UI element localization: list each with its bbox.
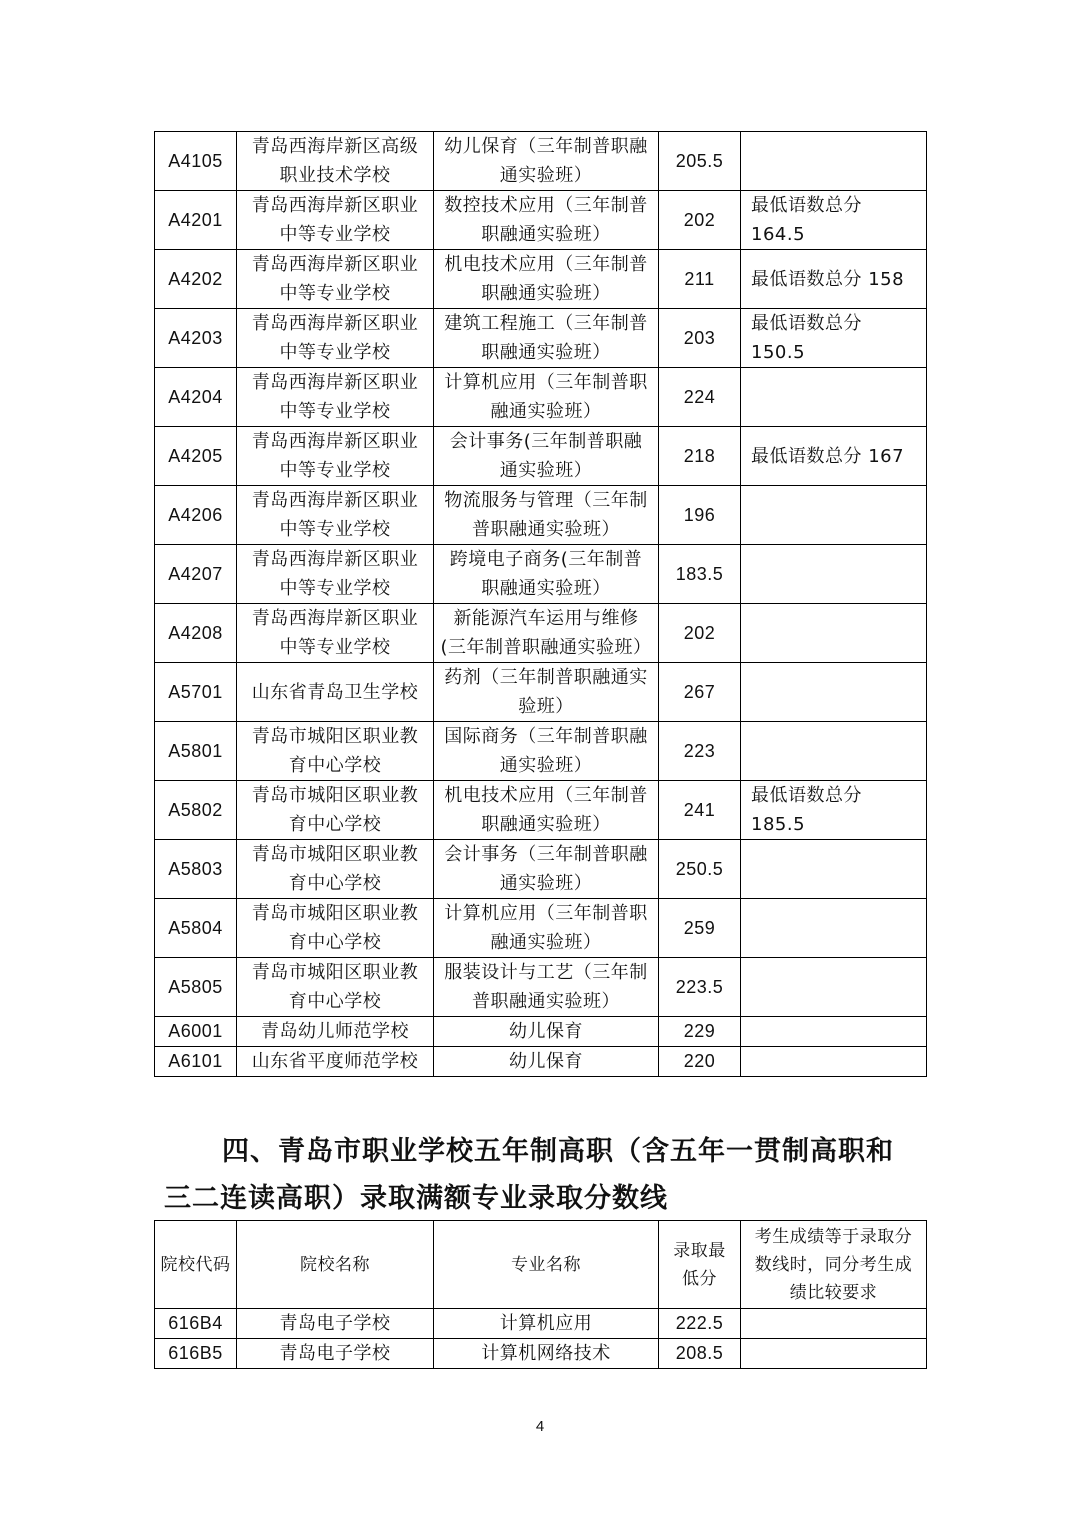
table-row xyxy=(155,663,927,722)
major-name-line: 幼儿保育 xyxy=(509,1051,583,1072)
min-score: 223 xyxy=(659,722,741,781)
min-chinese-math-note xyxy=(741,722,927,781)
school-code: A6001 xyxy=(155,1017,237,1047)
school-name-line: 青岛西海岸新区职业 xyxy=(251,313,419,334)
major-name xyxy=(434,545,659,604)
school-name-line: 青岛市城阳区职业教 xyxy=(251,785,419,806)
school-name-line: 青岛西海岸新区职业 xyxy=(251,372,419,393)
major-name-line: 普职融通实验班） xyxy=(472,519,620,540)
min-score: 250.5 xyxy=(659,840,741,899)
min-score: 205.5 xyxy=(659,132,741,191)
school-name-line: 青岛西海岸新区职业 xyxy=(251,431,419,452)
major-name-line: 通实验班） xyxy=(499,755,593,776)
table-row xyxy=(155,191,927,250)
min-score: 241 xyxy=(659,781,741,840)
min-score: 223.5 xyxy=(659,958,741,1017)
min-score: 202 xyxy=(659,191,741,250)
header-tie-break-line-2: 数线时，同分考生成 xyxy=(754,1254,913,1275)
major-name xyxy=(434,1017,659,1047)
school-name-line: 育中心学校 xyxy=(288,755,382,776)
school-code: A4208 xyxy=(155,604,237,663)
school-code: A5803 xyxy=(155,840,237,899)
school-name xyxy=(237,840,434,899)
school-name-line: 青岛西海岸新区职业 xyxy=(251,549,419,570)
school-name xyxy=(237,250,434,309)
school-code: A4203 xyxy=(155,309,237,368)
school-name-line: 育中心学校 xyxy=(288,991,382,1012)
min-score: 196 xyxy=(659,486,741,545)
major-name-line: 职融通实验班） xyxy=(481,814,611,835)
major-name: 计算机应用 xyxy=(434,1309,659,1339)
school-name xyxy=(237,958,434,1017)
school-name-line: 中等专业学校 xyxy=(279,342,391,363)
major-name: 计算机网络技术 xyxy=(434,1339,659,1369)
table-row xyxy=(155,427,927,486)
major-name xyxy=(434,486,659,545)
major-name xyxy=(434,1047,659,1077)
school-code: A5801 xyxy=(155,722,237,781)
school-name-line: 青岛市城阳区职业教 xyxy=(251,844,419,865)
major-name xyxy=(434,663,659,722)
min-chinese-math-note xyxy=(741,663,927,722)
header-tie-break-line-1: 考生成绩等于录取分 xyxy=(754,1226,913,1247)
table-row xyxy=(155,604,927,663)
table-row xyxy=(155,132,927,191)
table-row xyxy=(155,309,927,368)
min-chinese-math-note xyxy=(741,958,927,1017)
school-code: A4201 xyxy=(155,191,237,250)
min-chinese-math-note xyxy=(741,1017,927,1047)
school-name-line: 中等专业学校 xyxy=(279,460,391,481)
major-name-line: 验班） xyxy=(518,696,574,717)
school-name-line: 山东省青岛卫生学校 xyxy=(251,681,419,703)
major-name xyxy=(434,368,659,427)
table2-header-row xyxy=(155,1221,927,1309)
school-name-line: 中等专业学校 xyxy=(279,637,391,658)
school-name-line: 中等专业学校 xyxy=(279,401,391,422)
major-name-line: 国际商务（三年制普职融 xyxy=(444,726,648,747)
min-chinese-math-note: 最低语数总分 167 xyxy=(741,427,927,486)
header-school-code: 院校代码 xyxy=(155,1221,237,1309)
school-code: A6101 xyxy=(155,1047,237,1077)
table-row xyxy=(155,368,927,427)
school-name xyxy=(237,486,434,545)
major-name-line: 幼儿保育（三年制普职融 xyxy=(444,136,648,157)
school-name xyxy=(237,604,434,663)
major-name-line: 通实验班） xyxy=(499,460,593,481)
min-chinese-math-note xyxy=(741,604,927,663)
min-chinese-math-note: 最低语数总分 164.5 xyxy=(741,191,927,250)
major-name xyxy=(434,781,659,840)
min-score: 229 xyxy=(659,1017,741,1047)
school-code: 616B5 xyxy=(155,1339,237,1369)
major-name xyxy=(434,899,659,958)
school-name-line: 中等专业学校 xyxy=(279,224,391,245)
school-name xyxy=(237,368,434,427)
school-name-line: 青岛市城阳区职业教 xyxy=(251,903,419,924)
major-name-line: 职融通实验班） xyxy=(481,578,611,599)
min-chinese-math-note xyxy=(741,840,927,899)
header-school-name: 院校名称 xyxy=(237,1221,434,1309)
school-name-line: 青岛西海岸新区职业 xyxy=(251,195,419,216)
min-score: 222.5 xyxy=(659,1309,741,1339)
table-row xyxy=(155,840,927,899)
min-score: 259 xyxy=(659,899,741,958)
min-score: 224 xyxy=(659,368,741,427)
school-name xyxy=(237,309,434,368)
school-name-line: 青岛西海岸新区职业 xyxy=(251,608,419,629)
school-name-line: 中等专业学校 xyxy=(279,578,391,599)
min-score: 220 xyxy=(659,1047,741,1077)
major-name-line: 跨境电子商务(三年制普 xyxy=(449,549,643,570)
school-name-line: 中等专业学校 xyxy=(279,283,391,304)
school-name-line: 中等专业学校 xyxy=(279,519,391,540)
table-row xyxy=(155,1309,927,1339)
major-name-line: 职融通实验班） xyxy=(481,342,611,363)
page-number: 4 xyxy=(535,1418,545,1435)
min-chinese-math-note: 最低语数总分 150.5 xyxy=(741,309,927,368)
min-score: 203 xyxy=(659,309,741,368)
major-name-line: 建筑工程施工（三年制普 xyxy=(444,313,648,334)
school-name xyxy=(237,781,434,840)
major-name-line: 药剂（三年制普职融通实 xyxy=(444,667,648,688)
min-chinese-math-note xyxy=(741,899,927,958)
school-name xyxy=(237,191,434,250)
school-name xyxy=(237,663,434,722)
school-name xyxy=(237,1017,434,1047)
school-code: A4207 xyxy=(155,545,237,604)
major-name-line: 机电技术应用（三年制普 xyxy=(444,785,648,806)
major-name xyxy=(434,722,659,781)
school-name xyxy=(237,545,434,604)
school-name-line: 山东省平度师范学校 xyxy=(251,1051,419,1072)
major-name xyxy=(434,958,659,1017)
school-name-line: 育中心学校 xyxy=(288,814,382,835)
major-name xyxy=(434,840,659,899)
major-name-line: 新能源汽车运用与维修 xyxy=(453,608,639,629)
school-name-line: 青岛西海岸新区职业 xyxy=(251,254,419,275)
major-name-line: 职融通实验班） xyxy=(481,283,611,304)
min-score: 218 xyxy=(659,427,741,486)
header-min-score-line-2: 低分 xyxy=(682,1268,717,1289)
major-name-line: 机电技术应用（三年制普 xyxy=(444,254,648,275)
tie-break-note xyxy=(741,1339,927,1369)
major-name-line: 数控技术应用（三年制普 xyxy=(444,195,648,216)
major-name xyxy=(434,132,659,191)
header-tie-break-rule xyxy=(741,1221,927,1309)
school-name xyxy=(237,722,434,781)
school-code: 616B4 xyxy=(155,1309,237,1339)
school-code: A5802 xyxy=(155,781,237,840)
school-name xyxy=(237,132,434,191)
school-code: A4206 xyxy=(155,486,237,545)
section-heading-line-1: 四、青岛市职业学校五年制高职（含五年一贯制高职和 xyxy=(222,1136,894,1167)
major-name xyxy=(434,191,659,250)
major-name-line: 幼儿保育 xyxy=(509,1021,583,1042)
school-code: A5805 xyxy=(155,958,237,1017)
min-score: 202 xyxy=(659,604,741,663)
major-name-line: (三年制普职融通实验班） xyxy=(440,637,652,658)
major-name xyxy=(434,604,659,663)
table-row xyxy=(155,1047,927,1077)
table-row xyxy=(155,545,927,604)
major-name-line: 普职融通实验班） xyxy=(472,991,620,1012)
major-name-line: 会计事务（三年制普职融 xyxy=(444,844,648,865)
school-code: A4105 xyxy=(155,132,237,191)
header-major-name: 专业名称 xyxy=(434,1221,659,1309)
table-row xyxy=(155,1339,927,1369)
school-name-line: 职业技术学校 xyxy=(279,165,391,186)
school-code: A5701 xyxy=(155,663,237,722)
tie-break-note xyxy=(741,1309,927,1339)
school-code: A4202 xyxy=(155,250,237,309)
school-name-line: 青岛西海岸新区高级 xyxy=(251,136,419,157)
major-name-line: 融通实验班） xyxy=(490,401,602,422)
min-chinese-math-note xyxy=(741,486,927,545)
table-row xyxy=(155,958,927,1017)
min-chinese-math-note xyxy=(741,132,927,191)
school-code: A4205 xyxy=(155,427,237,486)
min-score: 267 xyxy=(659,663,741,722)
min-chinese-math-note xyxy=(741,1047,927,1077)
school-code: A4204 xyxy=(155,368,237,427)
min-score: 208.5 xyxy=(659,1339,741,1369)
school-name xyxy=(237,427,434,486)
table-row xyxy=(155,486,927,545)
min-score: 211 xyxy=(659,250,741,309)
major-name-line: 会计事务(三年制普职融 xyxy=(449,431,643,452)
school-name-line: 青岛市城阳区职业教 xyxy=(251,726,419,747)
major-name xyxy=(434,250,659,309)
school-name-line: 育中心学校 xyxy=(288,932,382,953)
major-name-line: 通实验班） xyxy=(499,165,593,186)
min-chinese-math-note xyxy=(741,545,927,604)
section-heading-line-2: 三二连读高职）录取满额专业录取分数线 xyxy=(164,1183,668,1214)
header-tie-break-line-3: 绩比较要求 xyxy=(789,1282,878,1303)
table1-body xyxy=(155,132,927,1077)
min-chinese-math-note: 最低语数总分 185.5 xyxy=(741,781,927,840)
major-name xyxy=(434,309,659,368)
major-name-line: 融通实验班） xyxy=(490,932,602,953)
school-name-line: 青岛幼儿师范学校 xyxy=(261,1021,409,1042)
school-name-line: 青岛西海岸新区职业 xyxy=(251,490,419,511)
school-name-line: 青岛市城阳区职业教 xyxy=(251,962,419,983)
school-name: 青岛电子学校 xyxy=(237,1339,434,1369)
major-name-line: 通实验班） xyxy=(499,873,593,894)
major-name-line: 计算机应用（三年制普职 xyxy=(444,372,648,393)
school-name-line: 育中心学校 xyxy=(288,873,382,894)
school-name xyxy=(237,899,434,958)
major-name-line: 计算机应用（三年制普职 xyxy=(444,903,648,924)
header-min-score xyxy=(659,1221,741,1309)
min-score: 183.5 xyxy=(659,545,741,604)
admission-score-table-2 xyxy=(154,1220,927,1369)
table-row xyxy=(155,1017,927,1047)
major-name-line: 物流服务与管理（三年制 xyxy=(444,490,648,511)
major-name-line: 服装设计与工艺（三年制 xyxy=(444,962,648,983)
school-name xyxy=(237,1047,434,1077)
school-code: A5804 xyxy=(155,899,237,958)
header-min-score-line-1: 录取最 xyxy=(673,1240,726,1261)
min-chinese-math-note xyxy=(741,368,927,427)
major-name xyxy=(434,427,659,486)
major-name-line: 职融通实验班） xyxy=(481,224,611,245)
table-row xyxy=(155,781,927,840)
admission-score-table-1 xyxy=(154,131,927,1077)
school-name: 青岛电子学校 xyxy=(237,1309,434,1339)
table-row xyxy=(155,250,927,309)
table-row xyxy=(155,899,927,958)
min-chinese-math-note: 最低语数总分 158 xyxy=(741,250,927,309)
table-row xyxy=(155,722,927,781)
